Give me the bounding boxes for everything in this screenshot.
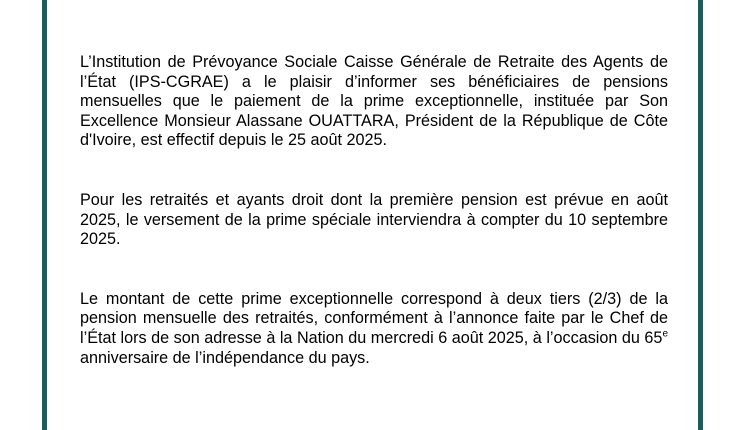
paragraph-bonus-amount-text-end: anniversaire de l’indépendance du pays.: [80, 348, 370, 367]
announcement-body: [80, 53, 668, 368]
paragraph-payment-announcement: L’Institution de Prévoyance Sociale Caisse Générale de Retraite des Agents de l’État (IPS-CGRAE) a le plaisir d’informer ses bénéficiaires de pensions mensuelles que le paiement de la prime exceptionnelle, instituée par Son Excellence Monsieur Alassane OUATTARA, Président de la République de Côte d'Ivoire, est effectif depuis le 25 août 2025.: [80, 53, 668, 150]
ordinal-superscript: e: [662, 328, 668, 340]
paragraph-bonus-amount: [80, 290, 668, 368]
paragraph-new-retirees: Pour les retraités et ayants droit dont la première pension est prévue en août 2025, le versement de la prime spéciale interviendra à compter du 10 septembre 2025.: [80, 190, 668, 249]
paragraph-bonus-amount-text: Le montant de cette prime exceptionnelle correspond à deux tiers (2/3) de la pension mensuelle des retraités, conformément à l’annonce faite par le Chef de l’État lors de son adresse à la Nation du mercredi 6 août 2025, à l’occasion du 65: [80, 289, 668, 347]
